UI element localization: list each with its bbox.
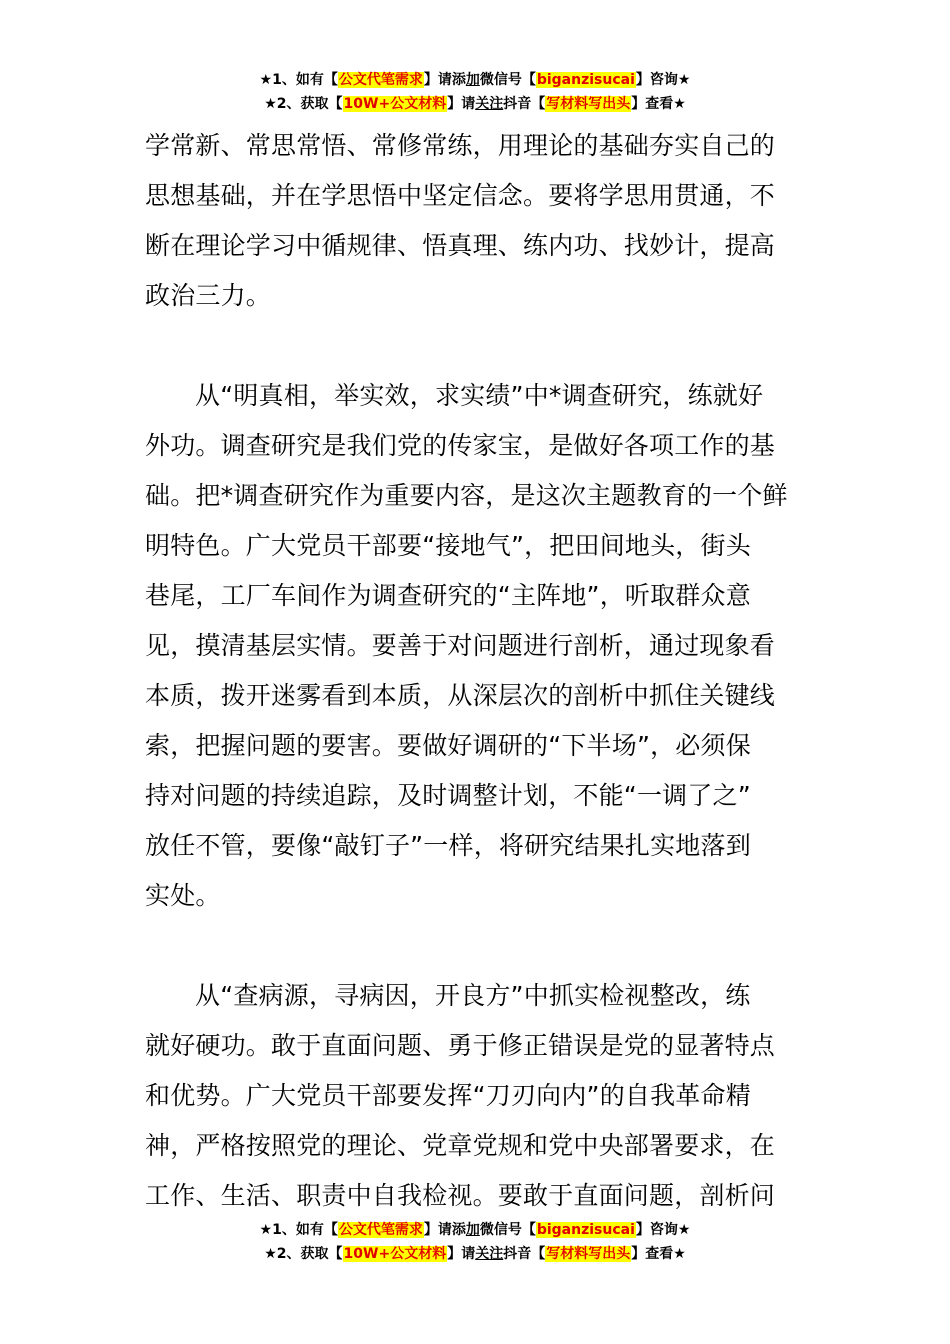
text-line: 从“明真相，举实效，求实绩”中*调查研究，练就好	[195, 381, 764, 410]
banner-text-underlined: 加	[465, 1222, 480, 1238]
banner-line-2	[0, 1242, 950, 1266]
banner-text: 2、获取【	[276, 96, 343, 112]
text-line: 明特色。广大党员干部要“接地气”，把田间地头，街头	[145, 531, 751, 560]
text-line: 断在理论学习中循规律、悟真理、练内功、找妙计，提高	[145, 231, 776, 260]
banner-text: 微信号【	[479, 1222, 536, 1238]
banner-text: 】咨询★	[635, 72, 691, 88]
text-line: 持对问题的持续追踪，及时调整计划，不能“一调了之”	[145, 781, 751, 810]
highlight-service: 公文代笔需求	[338, 1222, 423, 1238]
paragraph-1	[145, 121, 807, 321]
paragraph-3	[145, 971, 807, 1221]
text-line: 就好硬功。敢于直面问题、勇于修正错误是党的显著特点	[145, 1031, 776, 1060]
document-body	[145, 121, 807, 1221]
star-icon: ★	[264, 1246, 277, 1262]
footer-banner	[0, 1218, 950, 1266]
text-line: 工作、生活、职责中自我检视。要敢于直面问题，剖析问	[145, 1181, 776, 1210]
text-line: 从“查病源，寻病因，开良方”中抓实检视整改，练	[195, 981, 751, 1010]
banner-text: 】请	[447, 1246, 476, 1262]
banner-text: 微信号【	[479, 72, 536, 88]
header-banner	[0, 68, 950, 116]
banner-line-1	[0, 1218, 950, 1242]
star-icon: ★	[259, 72, 273, 88]
highlight-service: 公文代笔需求	[338, 72, 423, 88]
banner-text: 】咨询★	[635, 1222, 691, 1238]
highlight-wechat-id: biganzisucai	[536, 72, 635, 88]
highlight-douyin-account: 写材料写出头	[546, 96, 631, 112]
text-line: 神，严格按照党的理论、党章党规和党中央部署要求，在	[145, 1131, 776, 1160]
highlight-douyin-account: 写材料写出头	[546, 1246, 631, 1262]
highlight-materials: 10W+公文材料	[343, 1246, 447, 1262]
banner-text-underlined: 加	[465, 72, 480, 88]
banner-text: 1、如有【	[272, 72, 338, 88]
banner-text-underlined: 关注	[475, 96, 504, 112]
banner-text: 】查看★	[631, 96, 686, 112]
star-icon: ★	[264, 96, 277, 112]
text-line: 见，摸清基层实情。要善于对问题进行剖析，通过现象看	[145, 631, 776, 660]
text-line: 政治三力。	[145, 281, 272, 310]
banner-text: 】请添	[423, 1222, 466, 1238]
banner-text: 】请添	[423, 72, 466, 88]
text-line: 思想基础，并在学思悟中坚定信念。要将学思用贯通，不	[145, 181, 776, 210]
text-line: 和优势。广大党员干部要发挥“刀刃向内”的自我革命精	[145, 1081, 751, 1110]
highlight-wechat-id: biganzisucai	[536, 1222, 635, 1238]
banner-text: 抖音【	[503, 96, 546, 112]
text-line: 本质，拨开迷雾看到本质，从深层次的剖析中抓住关键线	[145, 681, 776, 710]
banner-text: 抖音【	[503, 1246, 546, 1262]
text-line: 索，把握问题的要害。要做好调研的“下半场”，必须保	[145, 731, 751, 760]
banner-text: 2、获取【	[276, 1246, 343, 1262]
highlight-materials: 10W+公文材料	[343, 96, 447, 112]
text-line: 础。把*调查研究作为重要内容，是这次主题教育的一个鲜	[145, 481, 788, 510]
banner-text: 】请	[447, 96, 476, 112]
text-line: 巷尾，工厂车间作为调查研究的“主阵地”，听取群众意	[145, 581, 751, 610]
paragraph-2	[145, 371, 807, 921]
banner-text: 1、如有【	[272, 1222, 338, 1238]
text-line: 学常新、常思常悟、常修常练，用理论的基础夯实自己的	[145, 131, 776, 160]
banner-line-1	[0, 68, 950, 92]
banner-text: 】查看★	[631, 1246, 686, 1262]
text-line: 实处。	[145, 881, 221, 910]
banner-line-2	[0, 92, 950, 116]
text-line: 外功。调查研究是我们党的传家宝，是做好各项工作的基	[145, 431, 776, 460]
banner-text-underlined: 关注	[475, 1246, 504, 1262]
star-icon: ★	[259, 1222, 273, 1238]
text-line: 放任不管，要像“敲钉子”一样，将研究结果扎实地落到	[145, 831, 751, 860]
